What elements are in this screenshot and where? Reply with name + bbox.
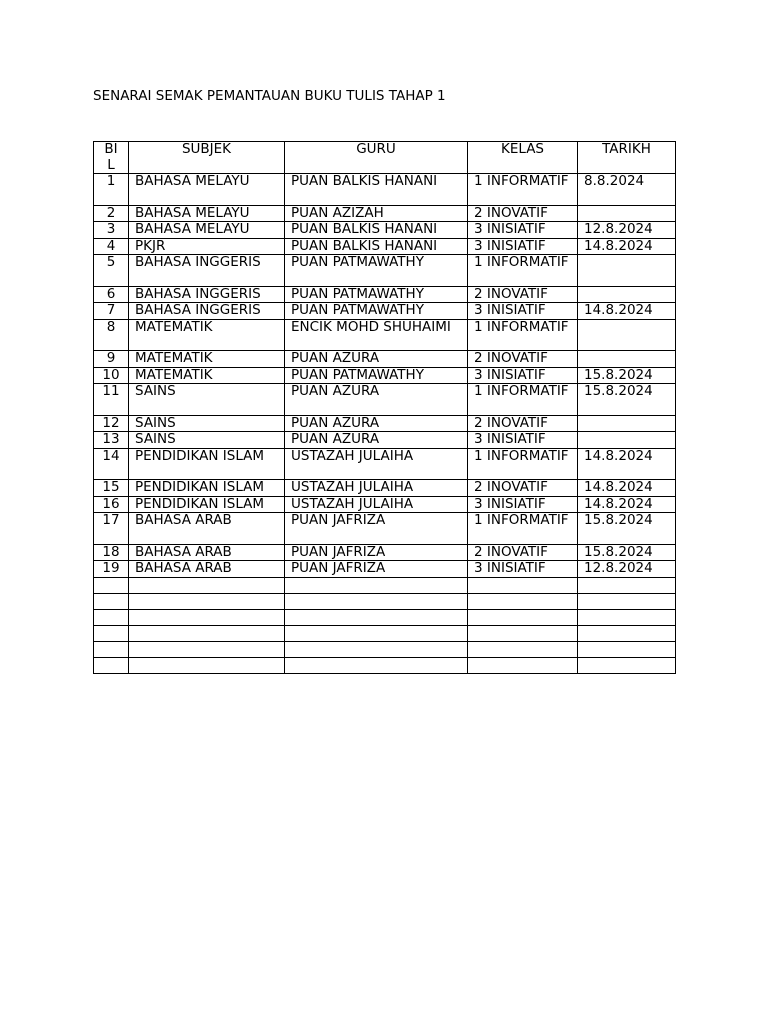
cell-kelas: 3 INISIATIF — [468, 303, 578, 320]
cell-subjek — [129, 593, 285, 609]
cell-tarikh: 12.8.2024 — [578, 561, 676, 578]
table-row — [94, 432, 676, 449]
cell-kelas: 3 INISIATIF — [468, 561, 578, 578]
cell-kelas: 1 INFORMATIF — [468, 513, 578, 545]
cell-guru — [285, 577, 468, 593]
cell-subjek: BAHASA ARAB — [129, 561, 285, 578]
cell-guru: ENCIK MOHD SHUHAIMI — [285, 319, 468, 351]
cell-bil: 11 — [94, 384, 129, 416]
cell-tarikh — [578, 432, 676, 449]
cell-bil: 17 — [94, 513, 129, 545]
cell-tarikh: 14.8.2024 — [578, 448, 676, 480]
table-row — [94, 625, 676, 641]
cell-guru: USTAZAH JULAIHA — [285, 496, 468, 513]
cell-tarikh: 8.8.2024 — [578, 174, 676, 206]
cell-bil: 6 — [94, 286, 129, 303]
cell-bil: 2 — [94, 205, 129, 222]
cell-bil: 18 — [94, 544, 129, 561]
cell-tarikh: 15.8.2024 — [578, 367, 676, 384]
cell-kelas: 2 INOVATIF — [468, 480, 578, 497]
cell-guru — [285, 593, 468, 609]
cell-tarikh: 14.8.2024 — [578, 480, 676, 497]
cell-tarikh — [578, 657, 676, 673]
cell-subjek: SAINS — [129, 415, 285, 432]
table-row — [94, 415, 676, 432]
cell-tarikh — [578, 609, 676, 625]
table-row — [94, 448, 676, 480]
cell-bil — [94, 641, 129, 657]
table-body — [94, 174, 676, 674]
cell-tarikh: 14.8.2024 — [578, 238, 676, 255]
cell-subjek: PKJR — [129, 238, 285, 255]
cell-kelas: 2 INOVATIF — [468, 415, 578, 432]
cell-subjek: MATEMATIK — [129, 319, 285, 351]
cell-subjek: MATEMATIK — [129, 351, 285, 368]
cell-guru: PUAN AZIZAH — [285, 205, 468, 222]
cell-kelas: 2 INOVATIF — [468, 351, 578, 368]
cell-tarikh: 15.8.2024 — [578, 513, 676, 545]
table-row — [94, 303, 676, 320]
table-row — [94, 238, 676, 255]
cell-kelas — [468, 657, 578, 673]
checklist-table — [93, 141, 676, 674]
cell-subjek: SAINS — [129, 384, 285, 416]
header-tarikh: TARIKH — [578, 142, 676, 174]
cell-subjek — [129, 577, 285, 593]
cell-tarikh — [578, 255, 676, 287]
cell-bil: 15 — [94, 480, 129, 497]
cell-bil: 16 — [94, 496, 129, 513]
cell-bil: 5 — [94, 255, 129, 287]
cell-guru: USTAZAH JULAIHA — [285, 480, 468, 497]
cell-bil: 10 — [94, 367, 129, 384]
cell-subjek: BAHASA ARAB — [129, 513, 285, 545]
cell-kelas: 1 INFORMATIF — [468, 448, 578, 480]
cell-guru: PUAN AZURA — [285, 384, 468, 416]
cell-kelas: 1 INFORMATIF — [468, 255, 578, 287]
table-row — [94, 205, 676, 222]
cell-bil — [94, 657, 129, 673]
cell-kelas: 1 INFORMATIF — [468, 319, 578, 351]
cell-kelas: 3 INISIATIF — [468, 238, 578, 255]
cell-subjek: PENDIDIKAN ISLAM — [129, 480, 285, 497]
table-header-row — [94, 142, 676, 174]
cell-kelas: 3 INISIATIF — [468, 222, 578, 239]
table-row — [94, 319, 676, 351]
cell-subjek: SAINS — [129, 432, 285, 449]
cell-bil: 19 — [94, 561, 129, 578]
cell-guru: PUAN JAFRIZA — [285, 561, 468, 578]
cell-kelas: 3 INISIATIF — [468, 367, 578, 384]
cell-bil: 13 — [94, 432, 129, 449]
cell-kelas: 1 INFORMATIF — [468, 384, 578, 416]
table-row — [94, 544, 676, 561]
cell-guru: PUAN PATMAWATHY — [285, 367, 468, 384]
cell-tarikh: 15.8.2024 — [578, 384, 676, 416]
table-row — [94, 286, 676, 303]
cell-kelas: 2 INOVATIF — [468, 544, 578, 561]
cell-guru: PUAN PATMAWATHY — [285, 286, 468, 303]
cell-tarikh — [578, 625, 676, 641]
cell-guru: PUAN BALKIS HANANI — [285, 238, 468, 255]
cell-tarikh — [578, 577, 676, 593]
cell-kelas: 2 INOVATIF — [468, 286, 578, 303]
document-title: SENARAI SEMAK PEMANTAUAN BUKU TULIS TAHAP 1 — [93, 88, 446, 104]
cell-subjek: BAHASA MELAYU — [129, 174, 285, 206]
table-row — [94, 222, 676, 239]
cell-bil: 12 — [94, 415, 129, 432]
cell-bil: 14 — [94, 448, 129, 480]
cell-bil — [94, 625, 129, 641]
header-bil: BIL — [94, 142, 129, 174]
table-row — [94, 577, 676, 593]
cell-tarikh — [578, 319, 676, 351]
cell-bil — [94, 593, 129, 609]
cell-subjek: BAHASA MELAYU — [129, 222, 285, 239]
header-guru: GURU — [285, 142, 468, 174]
cell-kelas — [468, 609, 578, 625]
cell-subjek: BAHASA INGGERIS — [129, 255, 285, 287]
cell-subjek — [129, 609, 285, 625]
table-row — [94, 657, 676, 673]
cell-subjek: BAHASA MELAYU — [129, 205, 285, 222]
cell-guru — [285, 625, 468, 641]
cell-guru — [285, 609, 468, 625]
cell-bil: 8 — [94, 319, 129, 351]
cell-subjek: MATEMATIK — [129, 367, 285, 384]
cell-guru: PUAN PATMAWATHY — [285, 303, 468, 320]
cell-kelas: 1 INFORMATIF — [468, 174, 578, 206]
cell-bil: 9 — [94, 351, 129, 368]
header-kelas: KELAS — [468, 142, 578, 174]
cell-guru — [285, 657, 468, 673]
table-row — [94, 561, 676, 578]
header-subjek: SUBJEK — [129, 142, 285, 174]
table-row — [94, 641, 676, 657]
table-row — [94, 496, 676, 513]
table-row — [94, 351, 676, 368]
cell-subjek — [129, 625, 285, 641]
cell-guru: USTAZAH JULAIHA — [285, 448, 468, 480]
cell-tarikh — [578, 286, 676, 303]
cell-subjek — [129, 641, 285, 657]
cell-kelas — [468, 593, 578, 609]
cell-subjek: PENDIDIKAN ISLAM — [129, 448, 285, 480]
table-row — [94, 174, 676, 206]
table-row — [94, 384, 676, 416]
cell-bil: 4 — [94, 238, 129, 255]
cell-guru: PUAN AZURA — [285, 432, 468, 449]
table-row — [94, 367, 676, 384]
cell-bil — [94, 609, 129, 625]
cell-tarikh: 14.8.2024 — [578, 303, 676, 320]
table-row — [94, 480, 676, 497]
cell-guru: PUAN AZURA — [285, 351, 468, 368]
cell-subjek: PENDIDIKAN ISLAM — [129, 496, 285, 513]
cell-guru: PUAN JAFRIZA — [285, 544, 468, 561]
cell-kelas — [468, 625, 578, 641]
cell-tarikh — [578, 593, 676, 609]
cell-kelas — [468, 577, 578, 593]
cell-kelas: 3 INISIATIF — [468, 432, 578, 449]
cell-tarikh — [578, 351, 676, 368]
cell-guru — [285, 641, 468, 657]
cell-tarikh: 14.8.2024 — [578, 496, 676, 513]
cell-guru: PUAN PATMAWATHY — [285, 255, 468, 287]
cell-subjek — [129, 657, 285, 673]
cell-subjek: BAHASA ARAB — [129, 544, 285, 561]
cell-bil — [94, 577, 129, 593]
cell-subjek: BAHASA INGGERIS — [129, 303, 285, 320]
table-row — [94, 593, 676, 609]
cell-tarikh: 12.8.2024 — [578, 222, 676, 239]
cell-guru: PUAN JAFRIZA — [285, 513, 468, 545]
cell-guru: PUAN AZURA — [285, 415, 468, 432]
cell-kelas: 3 INISIATIF — [468, 496, 578, 513]
cell-bil: 7 — [94, 303, 129, 320]
cell-subjek: BAHASA INGGERIS — [129, 286, 285, 303]
cell-tarikh — [578, 205, 676, 222]
cell-kelas: 2 INOVATIF — [468, 205, 578, 222]
cell-kelas — [468, 641, 578, 657]
cell-tarikh: 15.8.2024 — [578, 544, 676, 561]
cell-bil: 3 — [94, 222, 129, 239]
cell-tarikh — [578, 641, 676, 657]
cell-tarikh — [578, 415, 676, 432]
table-row — [94, 609, 676, 625]
table-row — [94, 513, 676, 545]
cell-guru: PUAN BALKIS HANANI — [285, 174, 468, 206]
table-row — [94, 255, 676, 287]
cell-bil: 1 — [94, 174, 129, 206]
cell-guru: PUAN BALKIS HANANI — [285, 222, 468, 239]
